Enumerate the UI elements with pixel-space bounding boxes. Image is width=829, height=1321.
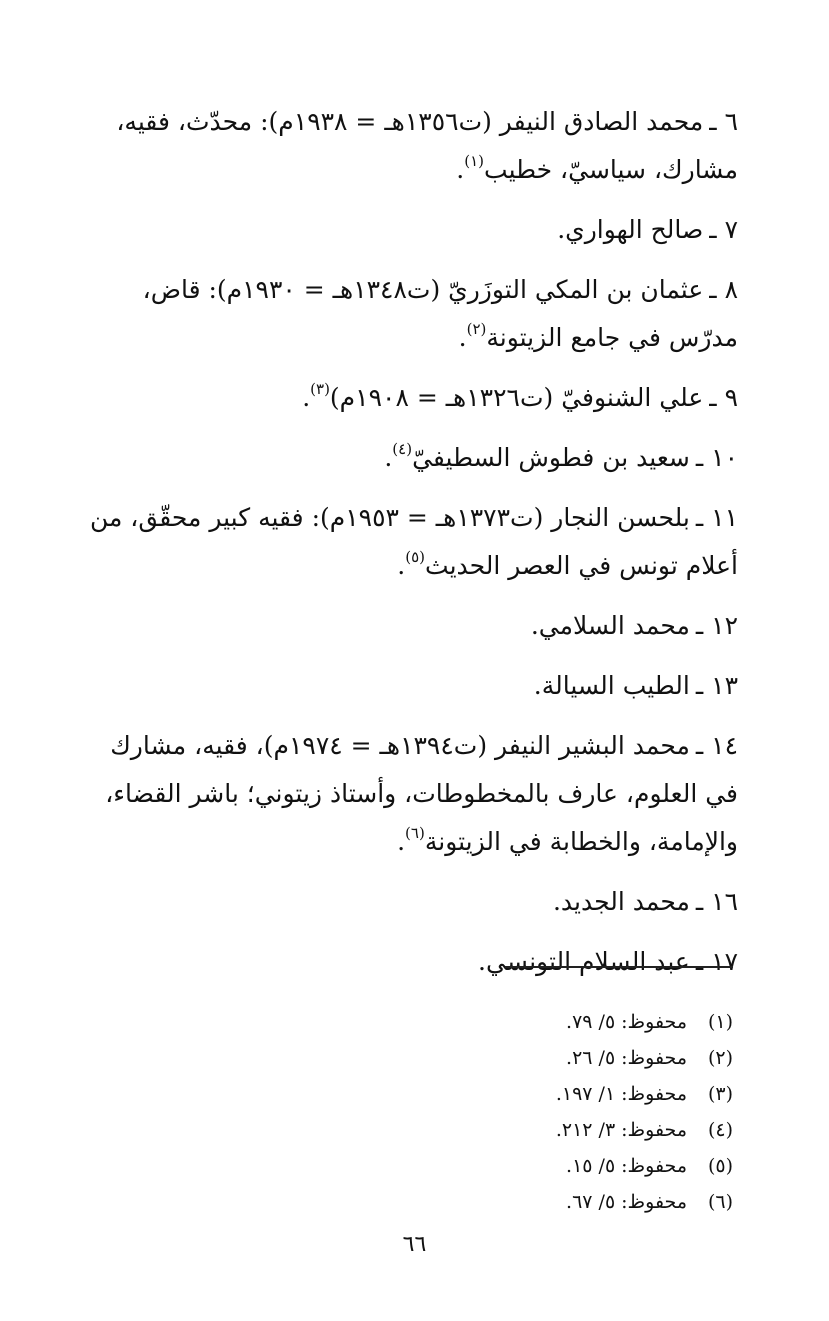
page-number: ٦٦ [402, 1232, 427, 1257]
footnote-mark: (١) [707, 1011, 733, 1033]
footnote-5 [433, 1148, 733, 1184]
entry-text: عثمان بن المكي التوزَريّ (ت١٣٤٨هـ = ١٩٣٠م): قاض، مدرّس في جامع الزيتونة [142, 275, 738, 352]
entry-text: علي الشنوفيّ (ت١٣٢٦هـ = ١٩٠٨م) [329, 383, 704, 412]
footnote-mark: (٢) [707, 1047, 733, 1069]
footnote-ref: (٥) [405, 548, 426, 566]
footnote-ref-value: ٥/ ٢٦. [566, 1047, 616, 1069]
entry-8 [86, 266, 738, 362]
entry-16 [86, 878, 738, 926]
footnote-mark: (٣) [707, 1083, 733, 1105]
entry-17 [86, 938, 738, 986]
entry-text: صالح الهواري. [557, 215, 704, 244]
entry-12 [86, 602, 738, 650]
footnote-4 [433, 1112, 733, 1148]
entry-number: ٦ ـ [709, 107, 738, 136]
entry-number: ١١ ـ [695, 503, 738, 532]
footnote-ref-value: ٥/ ١٥. [566, 1155, 616, 1177]
entry-text: محمد السلامي. [530, 611, 690, 640]
entry-13 [86, 662, 738, 710]
entry-end: . [397, 827, 406, 856]
entry-end: . [302, 383, 311, 412]
entry-number: ١٢ ـ [695, 611, 738, 640]
entry-text: محمد الصادق النيفر (ت١٣٥٦هـ = ١٩٣٨م): محدّث، فقيه، مشارك، سياسيّ، خطيب [116, 107, 738, 184]
footnote-ref-value: ٥/ ٦٧. [566, 1191, 616, 1213]
footnote-mark: (٤) [707, 1119, 733, 1141]
footnote-source: محفوظ: [621, 1155, 687, 1177]
entry-number: ٨ ـ [709, 275, 738, 304]
footnote-ref-value: ٣/ ٢١٢. [555, 1119, 616, 1141]
entry-end: . [456, 155, 465, 184]
footnote-source: محفوظ: [621, 1191, 687, 1213]
footnote-1 [433, 1004, 733, 1040]
entry-number: ١٣ ـ [695, 671, 738, 700]
footnote-ref-value: ٥/ ٧٩. [566, 1011, 616, 1033]
entry-9 [86, 374, 738, 422]
footnote-6 [433, 1184, 733, 1220]
footnote-ref: (٤) [392, 440, 413, 458]
entry-number: ٩ ـ [709, 383, 738, 412]
footnote-ref: (٦) [405, 824, 425, 842]
entry-end: . [397, 551, 406, 580]
entry-11 [86, 494, 738, 590]
footnotes [433, 1004, 733, 1220]
entry-number: ١٧ ـ [695, 947, 738, 976]
entry-10 [86, 434, 738, 482]
main-text [86, 98, 738, 986]
entry-text: سعيد بن فطوش السطيفيّ [412, 443, 690, 472]
entry-number: ١٠ ـ [695, 443, 738, 472]
footnote-source: محفوظ: [621, 1047, 687, 1069]
footnote-mark: (٦) [707, 1191, 733, 1213]
footnote-ref: (١) [464, 152, 485, 170]
footnote-2 [433, 1040, 733, 1076]
entry-14 [86, 722, 738, 866]
footnote-ref-value: ١/ ١٩٧. [555, 1083, 616, 1105]
entry-number: ٧ ـ [709, 215, 738, 244]
entry-text: محمد البشير النيفر (ت١٣٩٤هـ = ١٩٧٤م)، فقيه، مشارك في العلوم، عارف بالمخطوطات، وأستاذ زيتوني؛ باشر القضاء، والإمامة، والخطابة في الزيتونة [105, 731, 738, 856]
entry-number: ١٤ ـ [695, 731, 738, 760]
entry-number: ١٦ ـ [695, 887, 738, 916]
entry-text: محمد الجديد. [552, 887, 690, 916]
footnote-ref: (٢) [466, 320, 487, 338]
footnote-divider [505, 966, 733, 968]
footnote-source: محفوظ: [621, 1011, 687, 1033]
entry-text: بلحسن النجار (ت١٣٧٣هـ = ١٩٥٣م): فقيه كبير محقّق، من أعلام تونس في العصر الحديث [89, 503, 738, 580]
footnote-source: محفوظ: [621, 1083, 687, 1105]
entry-6 [86, 98, 738, 194]
footnote-mark: (٥) [707, 1155, 733, 1177]
entry-text: الطيب السيالة. [533, 671, 690, 700]
footnote-3 [433, 1076, 733, 1112]
entry-end: . [458, 323, 467, 352]
entry-text: عبد السلام التونسي. [478, 947, 690, 976]
footnote-source: محفوظ: [621, 1119, 687, 1141]
footnote-ref: (٣) [310, 380, 330, 398]
entry-end: . [384, 443, 393, 472]
entry-7 [86, 206, 738, 254]
